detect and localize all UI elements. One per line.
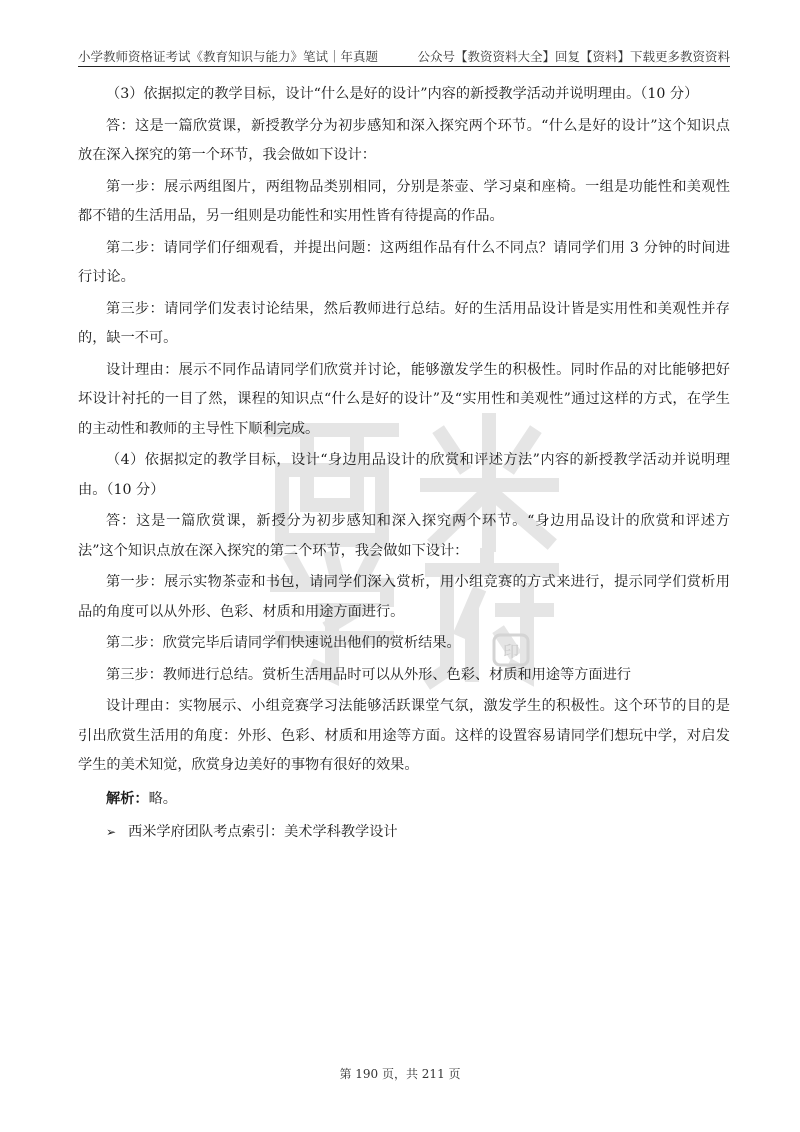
header-promo: 公众号【教资资料大全】回复【资料】下载更多教资资料 [417, 49, 730, 64]
question-4-step-2: 第二步：欣赏完毕后请同学们快速说出他们的赏析结果。 [106, 635, 461, 651]
question-4-step-3: 第三步：教师进行总结。赏析生活用品时可以从外形、色彩、材质和用途等方面进行 [106, 666, 631, 683]
question-3-answer: 答：这是一篇欣赏课，新授教学分为初步感知和深入探究两个环节。“什么是好的设计”这个知识点放在深入探究的第一个环节，我会做如下设计： [78, 117, 730, 163]
question-4-answer: 答：这是一篇欣赏课，新授分为初步感知和深入探究两个环节。“身边用品设计的欣赏和评述方法”这个知识点放在深入探究的第二个环节，我会做如下设计： [78, 513, 730, 559]
question-3-step-3: 第三步：请同学们发表讨论结果，然后教师进行总结。好的生活用品设计皆是实用性和美观性并存的，缺一不可。 [78, 300, 730, 346]
arrow-bullet-icon: ➢ [106, 825, 117, 839]
header-title: 小学教师资格证考试《教育知识与能力》笔试｜年真题 [78, 49, 379, 64]
page-footer: 第 190 页，共 211 页 [339, 1067, 461, 1081]
index-line [78, 818, 730, 848]
watermark-seal-text: 印 [502, 642, 520, 661]
page-header [78, 44, 730, 67]
question-4-step-1: 第一步：展示实物茶壶和书包，请同学们深入赏析，用小组竞赛的方式来进行，提示同学们赏析用品的角度可以从外形、色彩、材质和用途方面进行。 [78, 574, 730, 620]
document-body [78, 80, 730, 850]
question-3-step-2: 第二步：请同学们仔细观看，并提出问题：这两组作品有什么不同点？请同学们用 3 分钟的时间进行讨论。 [78, 239, 730, 285]
question-4-title: （4）依据拟定的教学目标，设计“身边用品设计的欣赏和评述方法”内容的新授教学活动并说明理由。（10 分） [78, 452, 730, 498]
question-3-title: （3）依据拟定的教学目标，设计“什么是好的设计”内容的新授教学活动并说明理由。（10 分） [106, 86, 699, 102]
index-label: 西米学府团队考点索引：美术学科教学设计 [128, 824, 398, 840]
question-3-reason: 设计理由：展示不同作品请同学们欣赏并讨论，能够激发学生的积极性。同时作品的对比能够把好坏设计衬托的一目了然，课程的知识点“什么是好的设计”及“实用性和美观性”通过这样的方式，在学生的主动性和教师的主导性下顺利完成。 [78, 361, 730, 437]
analysis-text: 略。 [148, 790, 177, 807]
analysis-label: 解析： [106, 790, 149, 807]
question-3-step-1: 第一步：展示两组图片，两组物品类别相同，分别是茶壶、学习桌和座椅。一组是功能性和美观性都不错的生活用品，另一组则是功能性和实用性皆有待提高的作品。 [78, 178, 730, 224]
question-4-reason: 设计理由：实物展示、小组竞赛学习法能够活跃课堂气氛，激发学生的积极性。这个环节的目的是引出欣赏生活用的角度：外形、色彩、材质和用途等方面。这样的设置容易请同学们想玩中学，对启发学生的美术知觉，欣赏身边美好的事物有很好的效果。 [78, 698, 730, 773]
analysis [78, 785, 730, 815]
